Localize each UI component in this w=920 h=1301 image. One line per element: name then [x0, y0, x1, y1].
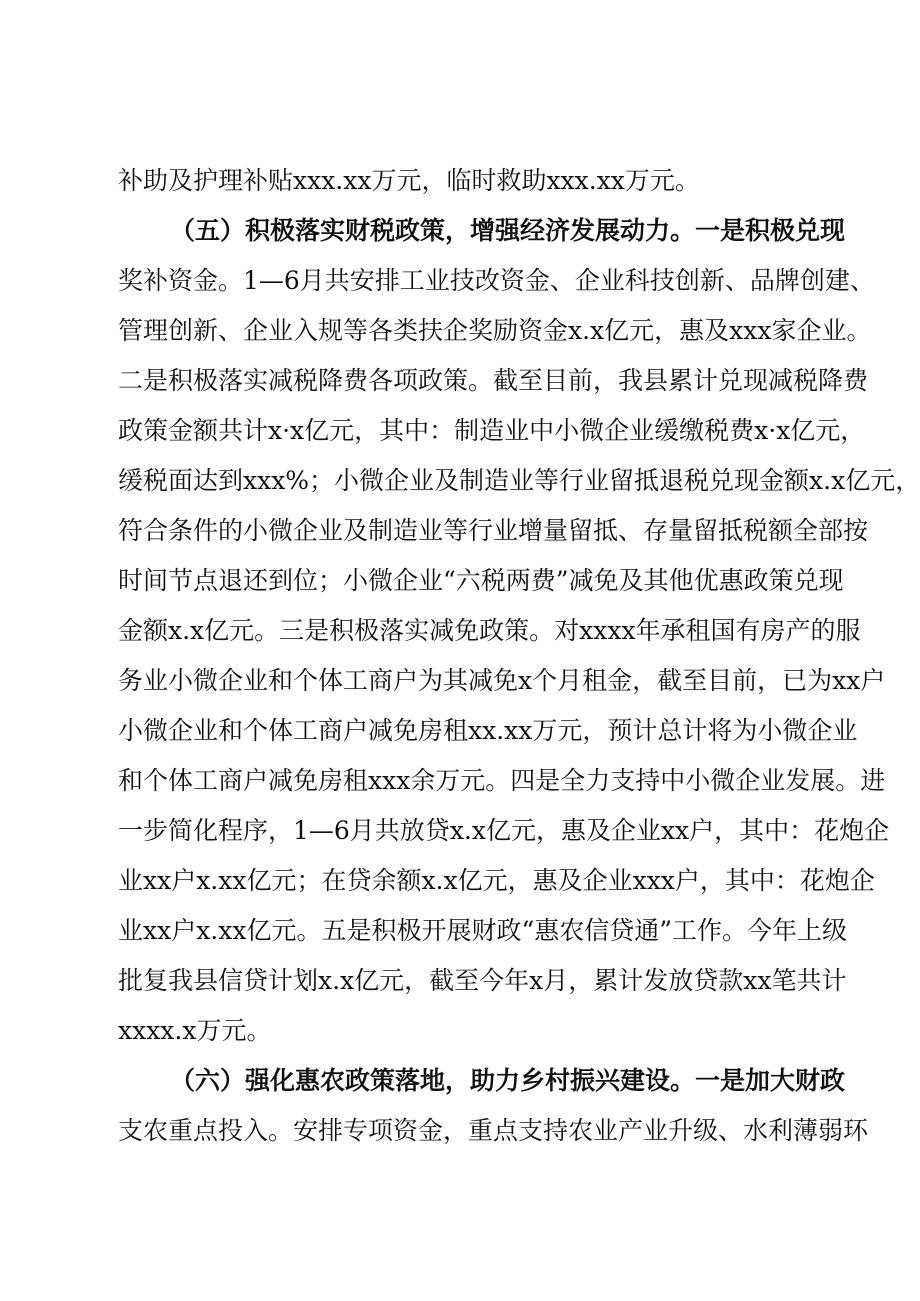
text-line-15: 业xx户x.xx亿元；在贷余额x.x亿元，惠及企业xxx户，其中：花炮企 — [118, 866, 875, 895]
text-line-18: xxxx.x万元。 — [118, 1016, 272, 1045]
text-line-4: 管理创新、企业入规等各类扶企奖励资金x.x亿元，惠及xxx家企业。 — [118, 316, 872, 345]
text-line-9: 时间节点退还到位；小微企业“六税两费”减免及其他优惠政策兑现 — [118, 566, 844, 595]
text-line-20: 支农重点投入。安排专项资金，重点支持农业产业升级、水利薄弱环 — [118, 1116, 869, 1145]
text-line-16: 业xx户x.xx亿元。五是积极开展财政“惠农信贷通”工作。今年上级 — [118, 916, 848, 945]
section-five-heading-line: （五）积极落实财税政策，增强经济发展动力。一是积极兑现 — [170, 216, 846, 245]
text-line-3: 奖补资金。1—6月共安排工业技改资金、企业科技创新、品牌创建、 — [118, 266, 875, 295]
text-line-13: 和个体工商户减免房租xxx余万元。四是全力支持中小微企业发展。进 — [118, 766, 886, 795]
text-line-8: 符合条件的小微企业及制造业等行业增量留抵、存量留抵税额全部按 — [118, 516, 869, 545]
text-line-1: 补助及护理补贴xxx.xx万元，临时救助xxx.xx万元。 — [118, 166, 700, 195]
section-six-heading-line: （六）强化惠农政策落地，助力乡村振兴建设。一是加大财政 — [170, 1066, 846, 1095]
text-line-6: 政策金额共计x·x亿元，其中：制造业中小微企业缓缴税费x·x亿元， — [118, 416, 866, 445]
text-line-11: 务业小微企业和个体工商户为其减免x个月租金，截至目前，已为xx户 — [118, 666, 886, 695]
text-line-17: 批复我县信贷计划x.x亿元，截至今年x月，累计发放贷款xx笔共计 — [118, 966, 847, 995]
text-line-10: 金额x.x亿元。三是积极落实减免政策。对xxxx年承租国有房产的服 — [118, 616, 861, 645]
text-line-14: 一步简化程序，1—6月共放贷x.x亿元，惠及企业xx户，其中：花炮企 — [118, 816, 890, 845]
text-line-5: 二是积极落实减税降费各项政策。截至目前，我县累计兑现减税降费 — [118, 366, 869, 395]
text-line-7: 缓税面达到xxx%；小微企业及制造业等行业留抵退税兑现金额x.x亿元， — [118, 466, 920, 495]
text-line-12: 小微企业和个体工商户减免房租xx.xx万元，预计总计将为小微企业 — [118, 716, 858, 745]
